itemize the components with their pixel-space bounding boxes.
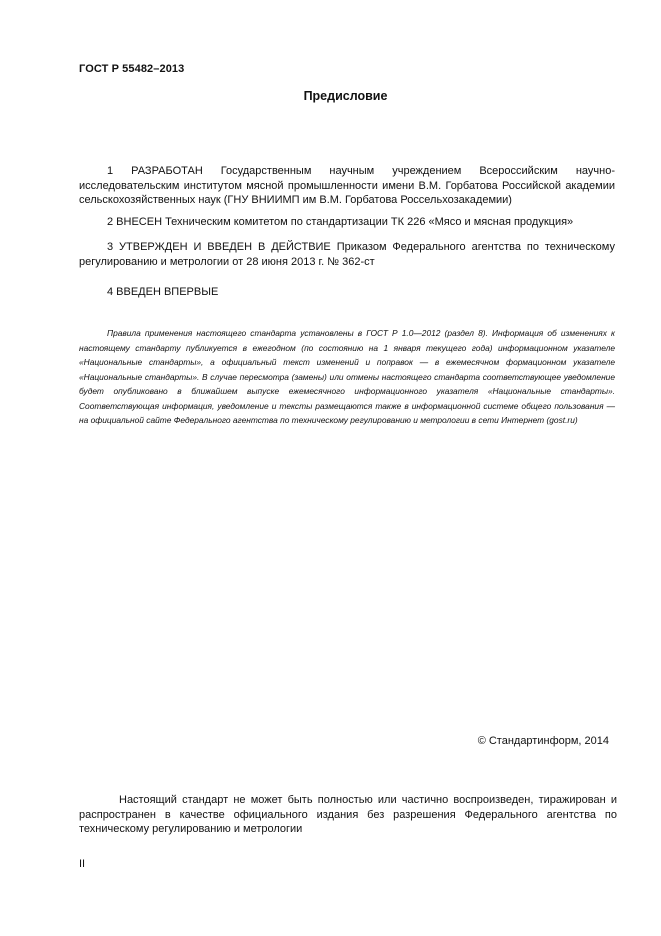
standard-code: ГОСТ Р 55482–2013: [79, 63, 185, 75]
foreword-item-3: 3 УТВЕРЖДЕН И ВВЕДЕН В ДЕЙСТВИЕ Приказом Федерального агентства по техническому регулированию и метрологии от 28 июня 2013 г. № 362-ст: [79, 241, 615, 268]
foreword-item-1: 1 РАЗРАБОТАН Государственным научным учреждением Всероссийским научно-исследовательским институтом мясной промышленности имени В.М. Горбатова Российской академии сельскохозяйственных наук (ГНУ ВНИИМП им В.М. Горбатова Россельхозакадемии): [79, 165, 615, 206]
page-title: Предисловие: [303, 89, 388, 103]
reproduction-notice: Настоящий стандарт не может быть полностью или частично воспроизведен, тиражирован и распространен в качестве официального издания без разрешения Федерального агентства по техническому регулированию и метрологии: [79, 794, 617, 835]
foreword-item-4: 4 ВВЕДЕН ВПЕРВЫЕ: [107, 286, 219, 298]
foreword-item-2: 2 ВНЕСЕН Техническим комитетом по стандартизации ТК 226 «Мясо и мясная продукция»: [107, 216, 574, 228]
application-rules-notice: Правила применения настоящего стандарта установлены в ГОСТ Р 1.0—2012 (раздел 8). Информация об изменениях к настоящему стандарту публикуется в ежегодном (по состоянию на 1 января текущего года) информационном указателе «Национальные стандарты», а официальный текст изменений и поправок — в ежемесячном формационном указателе «Национальные стандарты». В случае пересмотра (замены) или отмены настоящего стандарта соответствующее уведомление будет опубликовано в ближайшем выпуске ежемесячного информационного указателя «Национальные стандарты». Соответствующая информация, уведомление и тексты размещаются также в информационной системе общего пользования — на официальной сайте Федерального агентства по техническому регулированию и метрологии в сети Интернет (gost.ru): [79, 328, 615, 425]
page-number: II: [79, 858, 86, 870]
copyright: © Стандартинформ, 2014: [477, 735, 609, 747]
